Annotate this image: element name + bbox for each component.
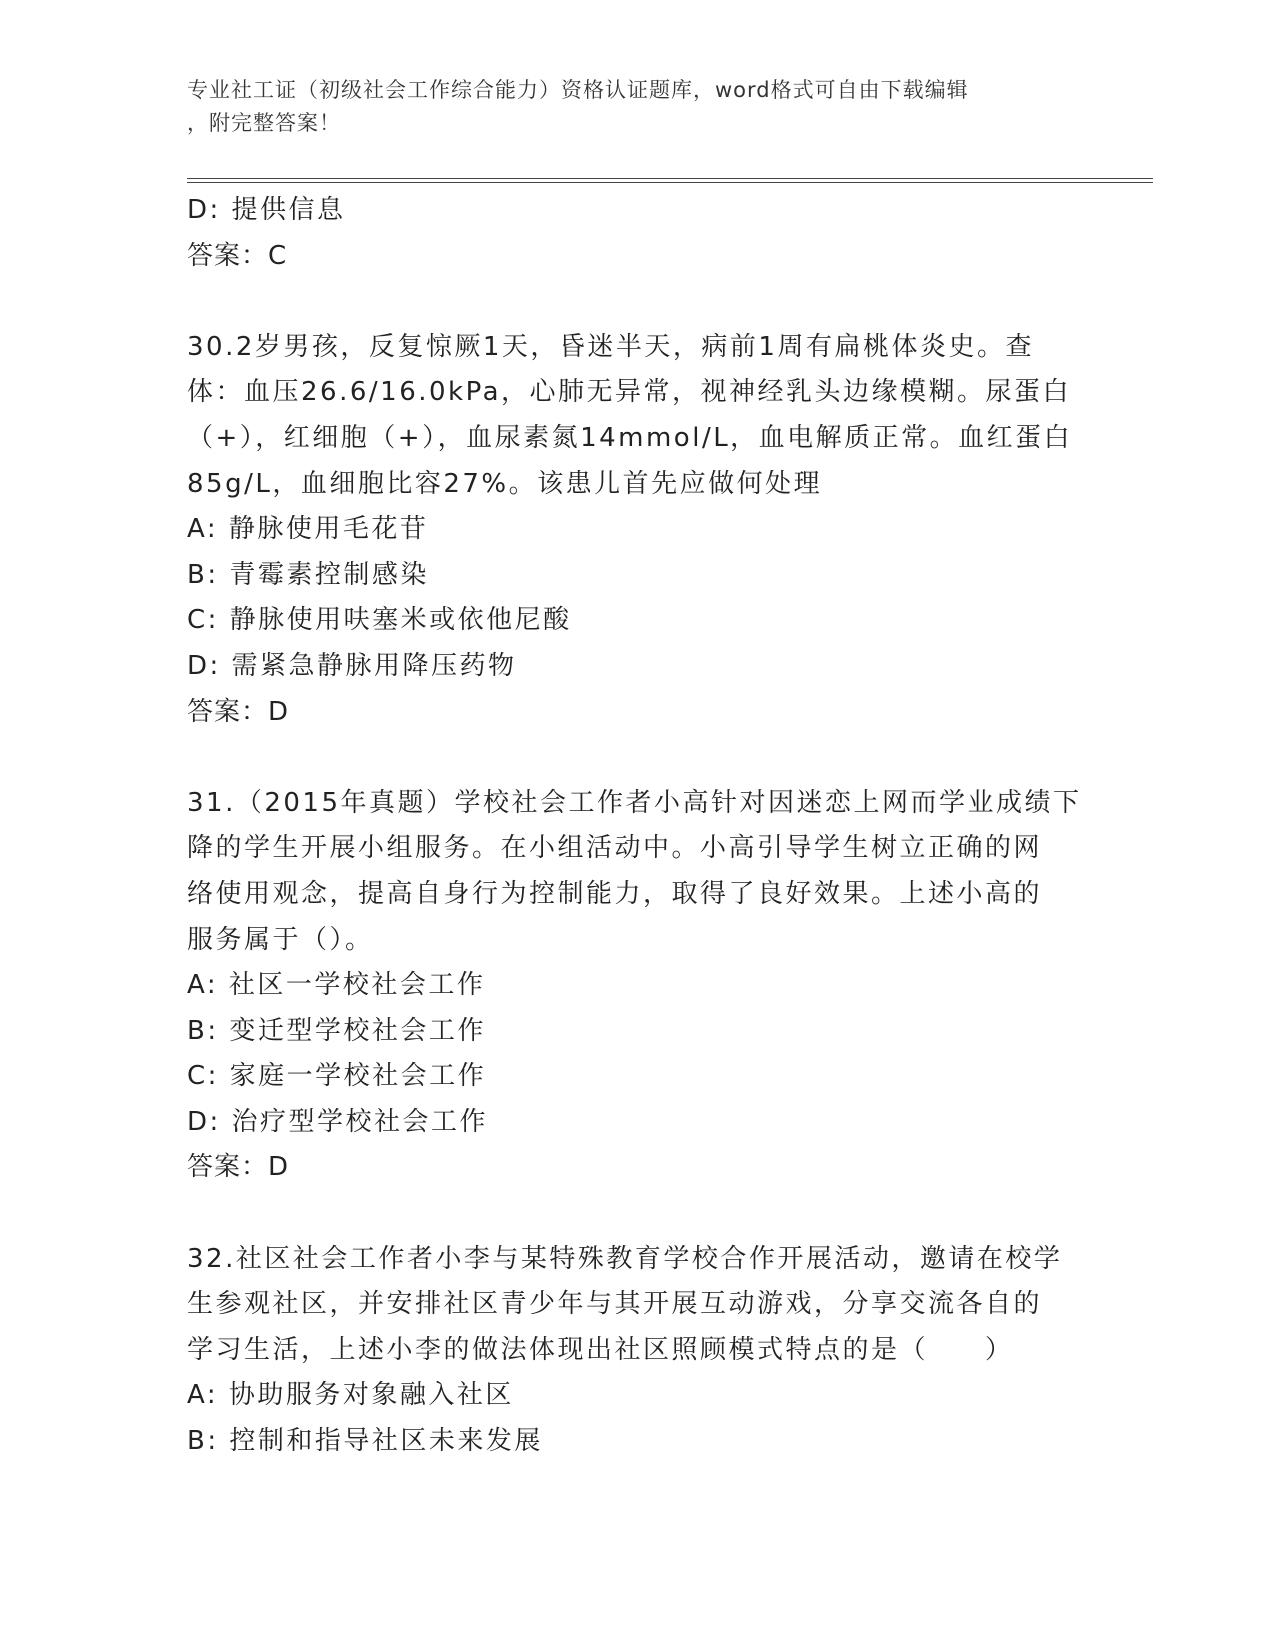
question-list [187, 188, 1087, 1465]
option-d: D: 治疗型学校社会工作 [187, 1106, 489, 1137]
question-text-line: 学习生活，上述小李的做法体现出社区照顾模式特点的是（ ） [187, 1334, 1014, 1365]
question-32 [187, 1237, 1087, 1465]
header-divider-bottom [187, 182, 1153, 183]
question-31 [187, 781, 1087, 1191]
option-d: D: 需紧急静脉用降压药物 [187, 650, 517, 681]
header-title-line-1: 专业社工证（初级社会工作综合能力）资格认证题库，word格式可自由下载编辑 [187, 78, 969, 102]
answer-line: 答案：C [187, 240, 288, 271]
question-30 [187, 325, 1087, 735]
question-text-line: 服务属于（）。 [187, 924, 374, 955]
option-d: D: 提供信息 [187, 195, 346, 225]
question-29-tail [187, 188, 1087, 279]
question-text-line: 络使用观念，提高自身行为控制能力，取得了良好效果。上述小高的 [187, 878, 1043, 909]
question-text-line: （+），红细胞（+），血尿素氮14mmol/L，血电解质正常。血红蛋白 [187, 422, 1073, 453]
option-b: B: 变迁型学校社会工作 [187, 1015, 486, 1046]
option-a: A: 协助服务对象融入社区 [187, 1380, 514, 1411]
header-title-line-2: ，附完整答案！ [187, 111, 341, 135]
question-text-line: 生参观社区，并安排社区青少年与其开展互动游戏，分享交流各自的 [187, 1289, 1043, 1320]
question-text-line: 体：血压26.6/16.0kPa，心肺无异常，视神经乳头边缘模糊。尿蛋白 [187, 377, 1072, 408]
question-text-line: 85g/L，血细胞比容27%。该患儿首先应做何处理 [187, 468, 823, 499]
spacer [187, 1191, 1087, 1237]
option-a: A: 静脉使用毛花苷 [187, 514, 429, 545]
option-c: C: 家庭一学校社会工作 [187, 1061, 487, 1092]
spacer [187, 735, 1087, 781]
answer-line: 答案：D [187, 696, 290, 727]
option-b: B: 控制和指导社区未来发展 [187, 1426, 543, 1457]
question-text-line: 31.（2015年真题）学校社会工作者小高针对因迷恋上网而学业成绩下 [187, 787, 1082, 818]
header-divider-top [187, 178, 1153, 179]
spacer [187, 279, 1087, 325]
option-c: C: 静脉使用呋塞米或依他尼酸 [187, 605, 572, 636]
question-text-line: 32.社区社会工作者小李与某特殊教育学校合作开展活动，邀请在校学 [187, 1243, 1063, 1274]
answer-line: 答案：D [187, 1152, 290, 1183]
page-header [187, 74, 1087, 140]
option-a: A: 社区一学校社会工作 [187, 970, 486, 1001]
option-b: B: 青霉素控制感染 [187, 559, 429, 590]
question-text-line: 降的学生开展小组服务。在小组活动中。小高引导学生树立正确的网 [187, 833, 1043, 864]
question-text-line: 30.2岁男孩，反复惊厥1天，昏迷半天，病前1周有扁桃体炎史。查 [187, 331, 1034, 362]
